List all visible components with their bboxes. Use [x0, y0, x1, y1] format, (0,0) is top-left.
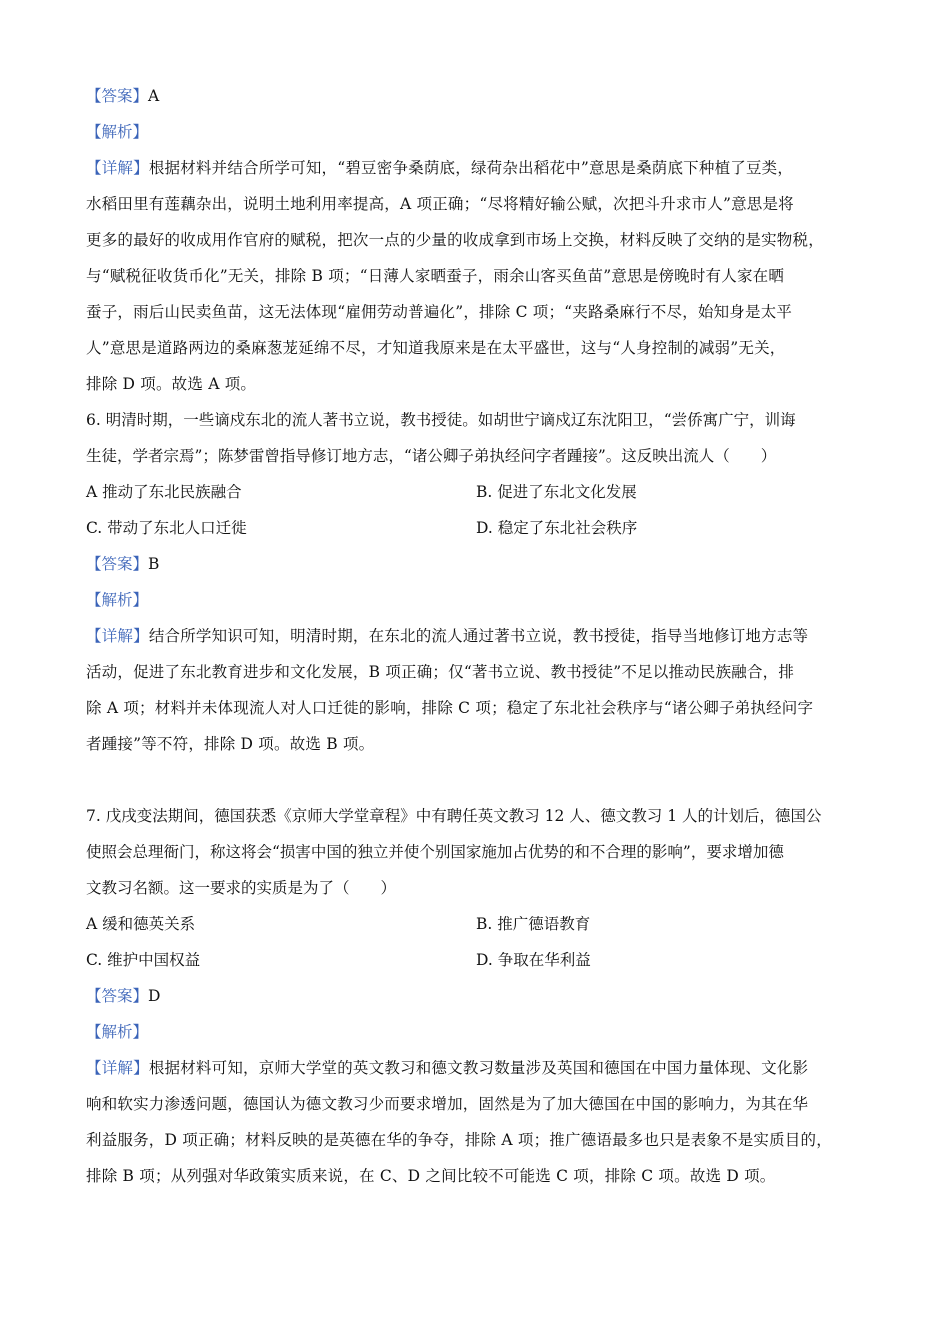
- analysis-line: [86, 114, 876, 150]
- answer-tag: 【答案】: [86, 87, 149, 105]
- options-row: [86, 906, 876, 942]
- answer-line: [86, 546, 876, 582]
- question-6: [86, 402, 876, 762]
- detail-line: 蚕子，雨后山民卖鱼苗，这无法体现“雇佣劳动普遍化”，排除 C 项；“夹路桑麻行不尽，始知身是太平: [86, 303, 793, 321]
- answer-value: B: [148, 555, 160, 573]
- detail-line: 与“赋税征收货币化”无关，排除 B 项；“日薄人家晒蚕子，雨余山客买鱼苗”意思是傍晚时有人家在晒: [86, 267, 785, 285]
- detail-line: 【详解】结合所学知识可知，明清时期，在东北的流人通过著书立说，教书授徒，指导当地修订地方志等: [86, 627, 809, 645]
- answer-line: [86, 978, 876, 1014]
- detail-line: 人”意思是道路两边的桑麻葱茏延绵不尽，才知道我原来是在太平盛世，这与“人身控制的减弱”无关，: [86, 339, 786, 357]
- answer-line: [86, 78, 876, 114]
- detail-line: 排除 B 项；从列强对华政策实质来说，在 C、D 之间比较不可能选 C 项，排除 C 项。故选 D 项。: [86, 1167, 776, 1185]
- detail-tag: 【详解】: [86, 159, 149, 177]
- option-a: A 推动了东北民族融合: [86, 483, 242, 501]
- option-c: C. 维护中国权益: [86, 951, 201, 969]
- answer-tag: 【答案】: [86, 555, 149, 573]
- detail-paragraph: [86, 1050, 876, 1194]
- option-b: B. 推广德语教育: [476, 915, 591, 933]
- option-b: B. 促进了东北文化发展: [476, 483, 637, 501]
- question-stem-line: 7. 戊戌变法期间，德国获悉《京师大学堂章程》中有聘任英文教习 12 人、德文教习 1 人的计划后，德国公: [86, 807, 822, 825]
- spacer: [86, 762, 876, 798]
- detail-line: 响和软实力渗透问题，德国认为德文教习少而要求增加，固然是为了加大德国在中国的影响力，为其在华: [86, 1095, 809, 1113]
- detail-line: 【详解】根据材料并结合所学可知，“碧豆密争桑荫底，绿荷杂出稻花中”意思是桑荫底下种植了豆类，: [86, 159, 794, 177]
- answer-tag: 【答案】: [86, 987, 149, 1005]
- analysis-tag: 【解析】: [86, 1023, 149, 1041]
- question-stem-line: 文教习名额。这一要求的实质是为了（ ）: [86, 879, 397, 897]
- detail-line: 活动，促进了东北教育进步和文化发展，B 项正确；仅“著书立说、教书授徒”不足以推动民族融合，排: [86, 663, 795, 681]
- option-d: D. 争取在华利益: [476, 951, 591, 969]
- detail-line: 者踵接”等不符，排除 D 项。故选 B 项。: [86, 735, 375, 753]
- options-row: [86, 942, 876, 978]
- detail-line: 更多的最好的收成用作官府的赋税，把次一点的少量的收成拿到市场上交换，材料反映了交纳的是实物税，: [86, 231, 824, 249]
- detail-paragraph: [86, 618, 876, 762]
- option-d: D. 稳定了东北社会秩序: [476, 519, 638, 537]
- answer-value: A: [148, 87, 160, 105]
- analysis-line: [86, 582, 876, 618]
- question-stem-line: 使照会总理衙门，称这将会“损害中国的独立并使个别国家施加占优势的和不合理的影响”，要求增加德: [86, 843, 784, 861]
- analysis-tag: 【解析】: [86, 123, 149, 141]
- detail-line: 利益服务，D 项正确；材料反映的是英德在华的争夺，排除 A 项；推广德语最多也只是表象不是实质目的，: [86, 1131, 832, 1149]
- q5-solution: [86, 78, 876, 402]
- option-c: C. 带动了东北人口迁徙: [86, 519, 247, 537]
- question-stem-line: 6. 明清时期，一些谪戍东北的流人著书立说，教书授徒。如胡世宁谪戍辽东沈阳卫，“尝侨寓广宁，训诲: [86, 411, 796, 429]
- detail-tag: 【详解】: [86, 1059, 149, 1077]
- question-stem-line: 生徒，学者宗焉”；陈梦雷曾指导修订地方志，“诸公卿子弟执经问字者踵接”。这反映出流人（ ）: [86, 447, 777, 465]
- document-page: [86, 78, 876, 1194]
- detail-tag: 【详解】: [86, 627, 149, 645]
- answer-value: D: [148, 987, 161, 1005]
- analysis-line: [86, 1014, 876, 1050]
- detail-paragraph: [86, 150, 876, 402]
- detail-line: 除 A 项；材料并未体现流人对人口迁徙的影响，排除 C 项；稳定了东北社会秩序与“诸公卿子弟执经问字: [86, 699, 814, 717]
- question-7: [86, 798, 876, 1194]
- detail-line: 【详解】根据材料可知，京师大学堂的英文教习和德文教习数量涉及英国和德国在中国力量体现、文化影: [86, 1059, 809, 1077]
- analysis-tag: 【解析】: [86, 591, 149, 609]
- detail-line: 水稻田里有莲藕杂出，说明土地利用率提高，A 项正确；“尽将精好输公赋，次把斗升求市人”意思是将: [86, 195, 794, 213]
- detail-line: 排除 D 项。故选 A 项。: [86, 375, 257, 393]
- option-a: A 缓和德英关系: [86, 915, 196, 933]
- options-row: [86, 510, 876, 546]
- options-row: [86, 474, 876, 510]
